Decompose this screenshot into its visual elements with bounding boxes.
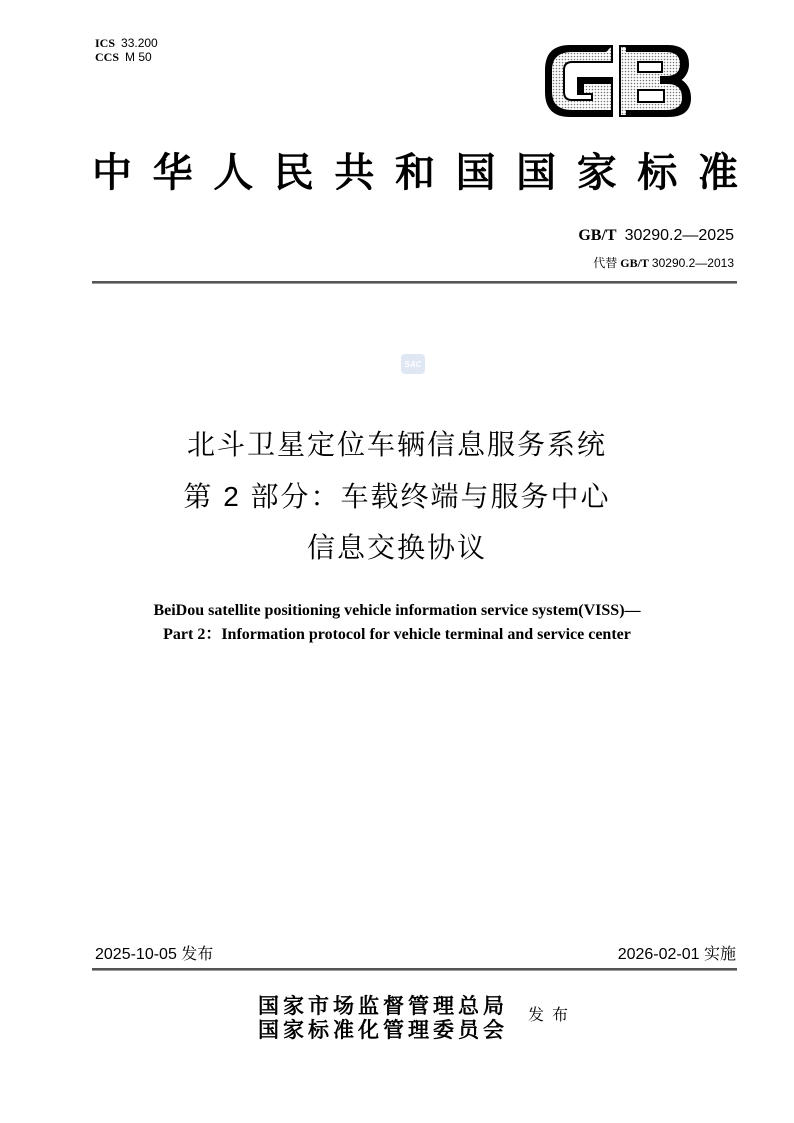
implementation-date: [618, 945, 736, 965]
replaces-standard: [593, 256, 734, 270]
cn-title-line-3: 信息交换协议: [306, 532, 487, 563]
standard-number: [578, 226, 734, 246]
ccs-value: M 50: [125, 50, 152, 64]
title-char: 民: [273, 150, 314, 195]
title-char: 准: [697, 150, 738, 195]
issuer-samr: 国家市场监督管理总局: [258, 994, 508, 1018]
ccs-label: CCS: [95, 50, 120, 64]
publish-label: 发布: [528, 1007, 577, 1024]
gb-logo-icon: [540, 40, 695, 122]
title-char: 国: [516, 150, 557, 195]
title-char: 共: [334, 150, 375, 195]
replaces-label: 代替: [593, 256, 618, 270]
title-char: 中: [92, 150, 132, 195]
sac-watermark-icon: [401, 354, 425, 374]
national-standard-title: [92, 148, 738, 198]
replaces-prefix: GB/T: [620, 256, 649, 270]
standard-prefix: GB/T: [578, 227, 617, 244]
implementation-label: 实施: [703, 946, 736, 963]
title-char: 和: [394, 150, 435, 195]
title-char: 家: [576, 150, 617, 195]
title-char: 华: [152, 150, 193, 195]
replaces-number: 30290.2—2013: [651, 256, 734, 270]
title-char: 标: [637, 150, 678, 195]
ccs-code: [95, 50, 152, 64]
title-char: 人: [213, 150, 254, 195]
cn-title-line-2: 第 2 部分：车载终端与服务中心: [183, 481, 611, 512]
ics-value: 33.200: [121, 36, 158, 50]
footer-divider: [92, 968, 737, 971]
issue-date-value: 2025-10-05: [95, 946, 177, 963]
cn-title-line-1: 北斗卫星定位车辆信息服务系统: [186, 429, 607, 460]
issuing-authorities: [258, 994, 598, 1046]
en-title-line-1: BeiDou satellite positioning vehicle information service system(VISS)—: [153, 602, 641, 619]
ics-code: [95, 36, 158, 50]
ics-label: ICS: [95, 36, 116, 50]
header-divider: [92, 281, 737, 284]
issuer-sac: 国家标准化管理委员会: [258, 1018, 508, 1042]
title-char: 国: [455, 150, 496, 195]
standard-number-value: 30290.2—2025: [624, 227, 734, 244]
sac-watermark-text: SAC: [404, 359, 422, 369]
implementation-date-value: 2026-02-01: [617, 946, 700, 963]
en-title-line-2: Part 2：Information protocol for vehicle terminal and service center: [163, 626, 631, 643]
issue-label: 发布: [181, 946, 214, 963]
issue-date: [95, 945, 213, 965]
